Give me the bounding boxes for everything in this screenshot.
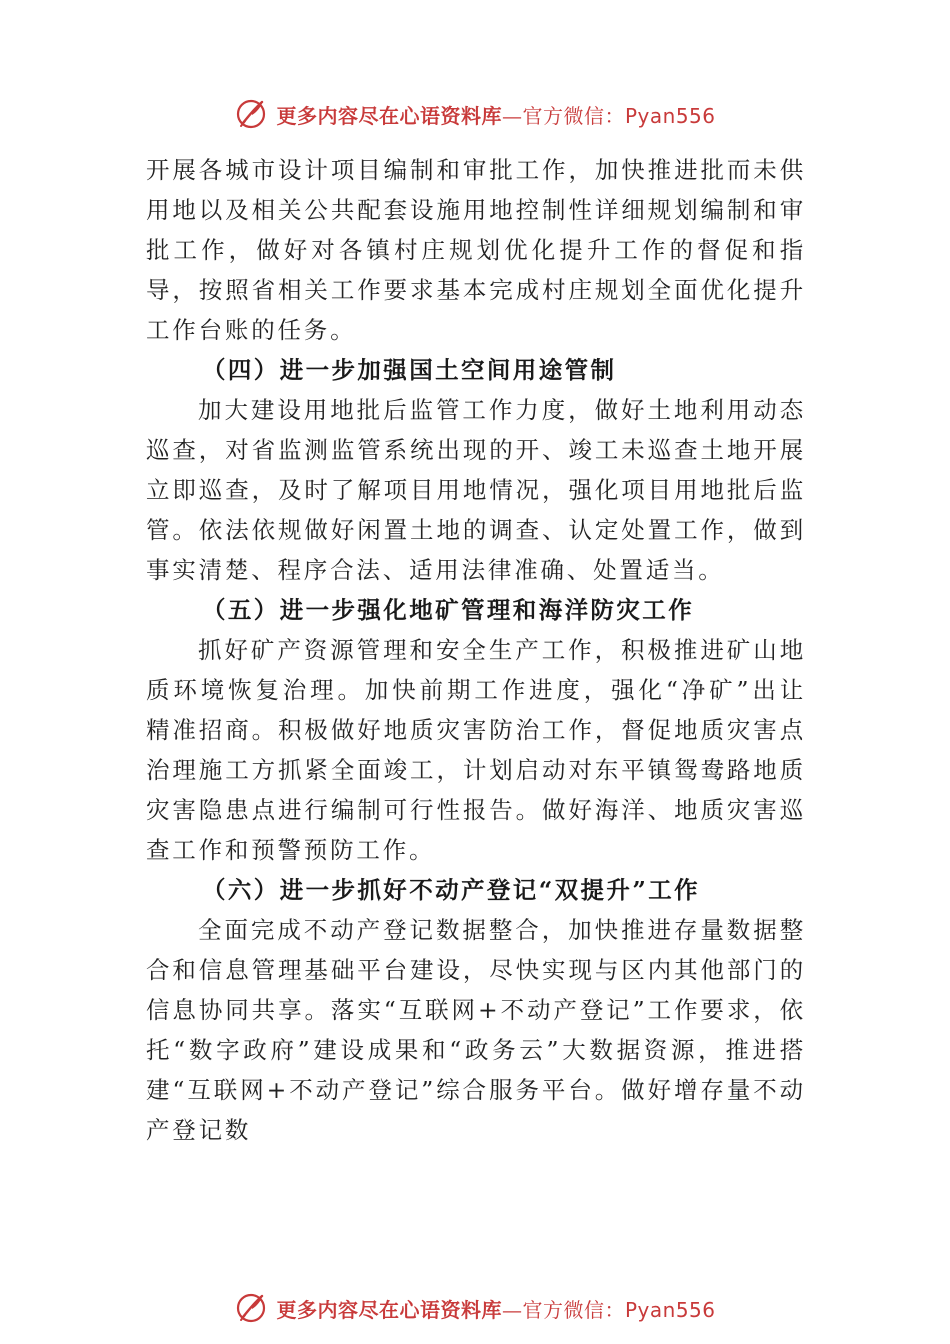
quill-pen-logo-icon	[234, 1291, 268, 1325]
paragraph-5: 抓好矿产资源管理和安全生产工作，积极推进矿山地质环境恢复治理。加快前期工作进度，强化“净矿”出让精准招商。积极做好地质灾害防治工作，督促地质灾害点治理施工方抓紧全面竣工，计划启动对东平镇鸳鸯路地质灾害隐患点进行编制可行性报告。做好海洋、地质灾害巡查工作和预警预防工作。	[146, 636, 806, 864]
paragraph-6: 全面完成不动产登记数据整合，加快推进存量数据整合和信息管理基础平台建设，尽快实现与区内其他部门的信息协同共享。落实“互联网+不动产登记”工作要求，依托“数字政府”建设成果和“政务云”大数据资源，推进搭建“互联网+不动产登记”综合服务平台。做好增存量不动产登记数	[146, 916, 806, 1144]
watermark-sub-text: 官方微信：	[522, 1297, 625, 1322]
watermark-sub-text: 官方微信：	[522, 103, 625, 128]
paragraph-1: 开展各城市设计项目编制和审批工作，加快推进批而未供用地以及相关公共配套设施用地控制性详细规划编制和审批工作，做好对各镇村庄规划优化提升工作的督促和指导，按照省相关工作要求基本完成村庄规划全面优化提升工作台账的任务。	[146, 156, 806, 344]
section-heading-6: （六）进一步抓好不动产登记“双提升”工作	[202, 876, 701, 904]
watermark-main-text: 更多内容尽在心语资料库	[276, 103, 502, 128]
watermark-header	[0, 96, 950, 132]
document-body	[146, 150, 806, 1150]
watermark-main-text: 更多内容尽在心语资料库	[276, 1297, 502, 1322]
watermark-id: Pyan556	[624, 103, 716, 128]
watermark-text	[276, 100, 715, 129]
quill-pen-logo-icon	[234, 97, 268, 131]
section-heading-5: （五）进一步强化地矿管理和海洋防灾工作	[202, 596, 695, 624]
paragraph-4: 加大建设用地批后监管工作力度，做好土地利用动态巡查，对省监测监管系统出现的开、竣工未巡查土地开展立即巡查，及时了解项目用地情况，强化项目用地批后监管。依法依规做好闲置土地的调查、认定处置工作，做到事实清楚、程序合法、适用法律准确、处置适当。	[146, 396, 806, 584]
section-heading-4: （四）进一步加强国土空间用途管制	[202, 356, 617, 384]
watermark-id: Pyan556	[624, 1297, 716, 1322]
watermark-separator: —	[501, 103, 523, 128]
watermark-text	[276, 1294, 715, 1323]
watermark-footer	[0, 1290, 950, 1326]
watermark-separator: —	[501, 1297, 523, 1322]
